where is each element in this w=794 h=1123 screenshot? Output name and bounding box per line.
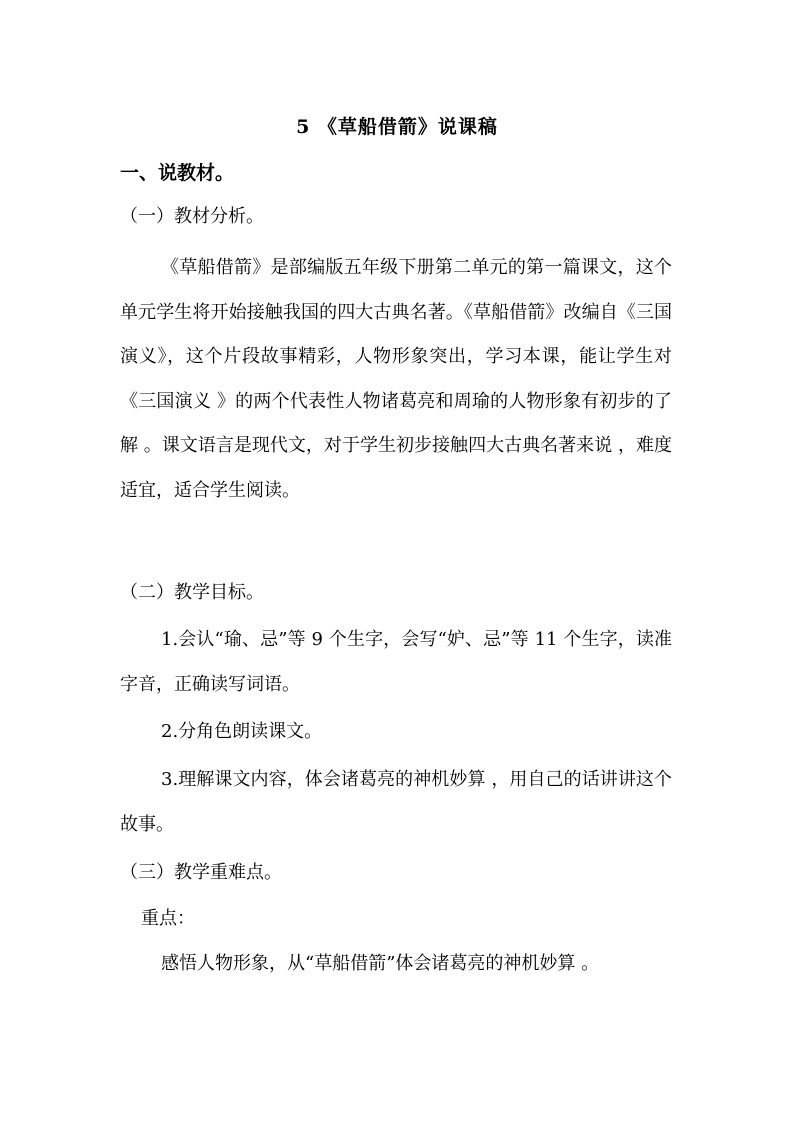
section-heading-textbook: 一、说教材。 [120, 162, 235, 184]
key-point-text: 感悟人物形象，从“草船借箭”体会诸葛亮的神机妙算 。 [161, 953, 600, 974]
goal-item-2: 2.分角色朗读课文。 [161, 721, 323, 742]
subheading-key-points: （三）教学重难点。 [120, 862, 282, 883]
document-title: 5 《草船借箭》说课稿 [296, 116, 498, 138]
goal-item-1: 1.会认“瑜、忌”等 9 个生字，会写“妒、忌”等 11 个生字，读准字音，正确读写词语。 [120, 629, 672, 695]
subheading-teaching-goals: （二）教学目标。 [120, 582, 264, 603]
key-point-label: 重点： [141, 908, 195, 929]
subheading-analysis: （一）教材分析。 [120, 206, 264, 227]
goal-item-3: 3.理解课文内容，体会诸葛亮的神机妙算 ，用自己的话讲讲这个故事。 [120, 769, 672, 835]
paragraph-textbook-analysis: 《草船借箭》是部编版五年级下册第二单元的第一篇课文，这个单元学生将开始接触我国的四大古典名著。《草船借箭》改编自《三国演义》，这个片段故事精彩，人物形象突出，学习本课，能让学生对《三国演义 》的两个代表性人物诸葛亮和周瑜的人物形象有初步的了解 。课文语言是现代文，对于学生初步接触四大古典名著来说 ，难度适宜，适合学生阅读。 [120, 257, 672, 501]
